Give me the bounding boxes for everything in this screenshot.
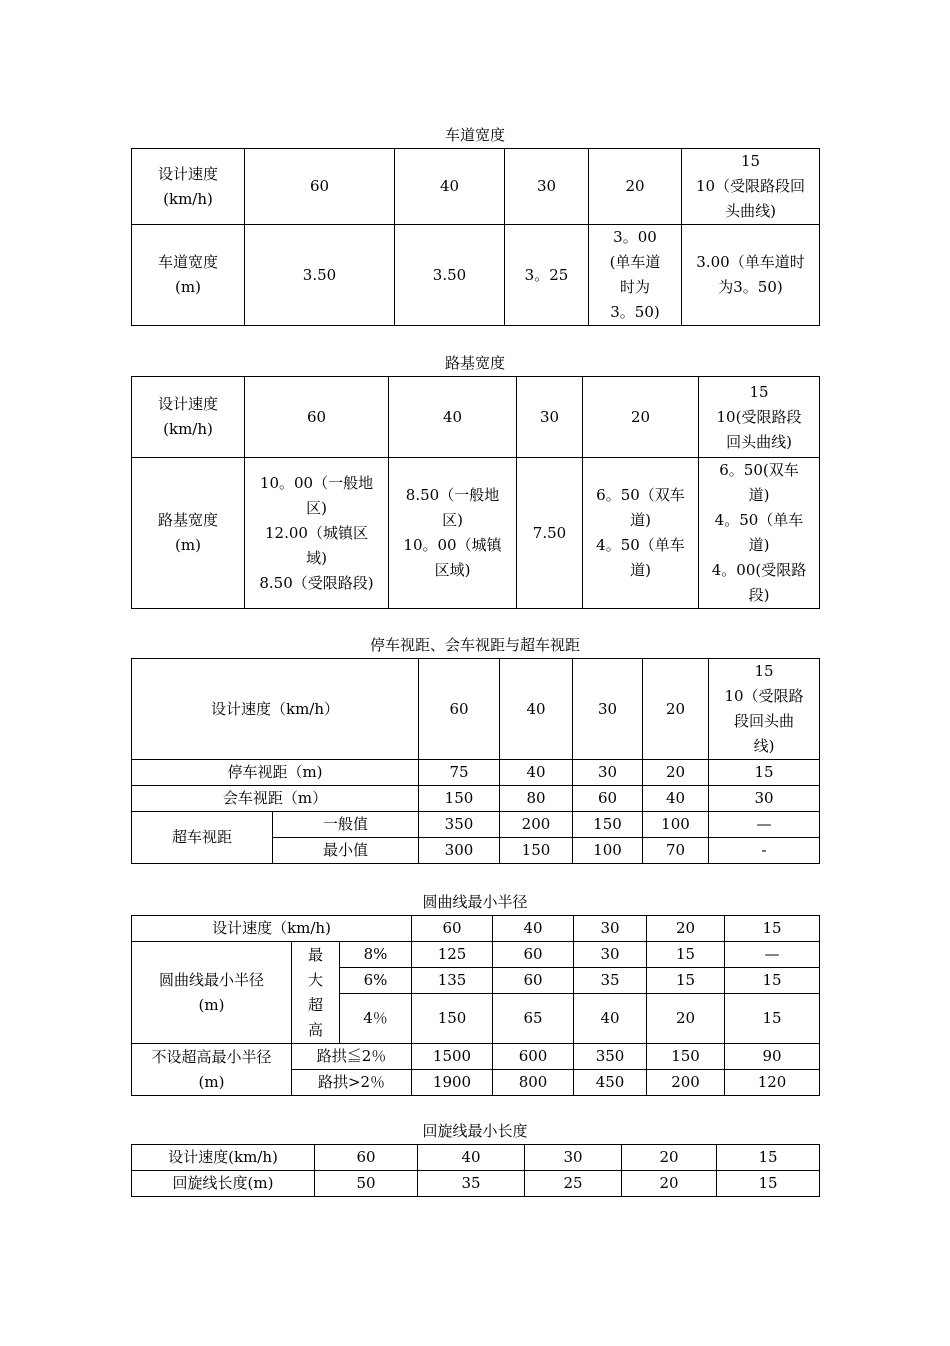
value-cell: 75 <box>419 760 500 786</box>
table-row <box>132 1145 820 1171</box>
speed-label-cell: 设计速度(km/h) <box>132 1145 315 1171</box>
speed-cell: 15 <box>717 1145 820 1171</box>
speed-cell: 20 <box>643 659 709 760</box>
value-cell: 40 <box>574 994 647 1044</box>
speed-cell: 20 <box>622 1145 717 1171</box>
spiral-length-caption: 回旋线最小长度 <box>422 1122 528 1140</box>
value-cell: 450 <box>574 1070 647 1096</box>
speed-cell: 60 <box>419 659 500 760</box>
speed-cell: 60 <box>315 1145 418 1171</box>
value-cell: 6。50(双车 道) 4。50（单车 道) 4。00(受限路 段) <box>699 458 820 609</box>
speed-cell: 40 <box>389 377 517 458</box>
table-row <box>132 812 820 838</box>
value-cell: 50 <box>315 1171 418 1197</box>
spiral-length-label: 回旋线长度(m) <box>132 1171 315 1197</box>
table-row <box>132 786 820 812</box>
value-cell: 3.50 <box>395 225 505 326</box>
value-cell: 3.50 <box>245 225 395 326</box>
value-cell: 800 <box>493 1070 574 1096</box>
value-cell: 7.50 <box>517 458 583 609</box>
table-row <box>132 659 820 760</box>
superelevation-pct: 4％ <box>340 994 412 1044</box>
curve-radius-caption: 圆曲线最小半径 <box>422 893 528 911</box>
roadbed-width-caption: 路基宽度 <box>444 354 505 372</box>
value-cell: 20 <box>643 760 709 786</box>
value-cell: 90 <box>725 1044 820 1070</box>
value-cell: 150 <box>647 1044 725 1070</box>
speed-cell: 40 <box>418 1145 525 1171</box>
value-cell: 35 <box>574 968 647 994</box>
value-cell: 15 <box>647 942 725 968</box>
value-cell: 150 <box>419 786 500 812</box>
value-cell: 60 <box>493 968 574 994</box>
speed-cell: 15 10（受限路段回 头曲线) <box>682 149 820 225</box>
speed-cell: 30 <box>573 659 643 760</box>
value-cell: 100 <box>643 812 709 838</box>
speed-label-cell: 设计速度（km/h) <box>132 916 412 942</box>
value-cell: 200 <box>500 812 573 838</box>
value-cell: 350 <box>574 1044 647 1070</box>
speed-cell: 30 <box>574 916 647 942</box>
value-cell: 150 <box>500 838 573 864</box>
value-cell: 120 <box>725 1070 820 1096</box>
max-superelevation-label: 最 大 超 高 <box>292 942 340 1044</box>
lane-width-label-cell: 车道宽度 (m) <box>132 225 245 326</box>
value-cell: 20 <box>622 1171 717 1197</box>
roadbed-width-table <box>131 376 820 609</box>
speed-label-cell: 设计速度 (km/h) <box>132 377 245 458</box>
value-cell: 65 <box>493 994 574 1044</box>
speed-cell: 30 <box>517 377 583 458</box>
table-row <box>132 760 820 786</box>
value-cell: 25 <box>525 1171 622 1197</box>
value-cell: 15 <box>725 968 820 994</box>
value-cell: 60 <box>573 786 643 812</box>
table-row <box>132 1171 820 1197</box>
table-row <box>132 1044 820 1070</box>
table-row <box>132 458 820 609</box>
value-cell: — <box>725 942 820 968</box>
value-cell: — <box>709 812 820 838</box>
min-radius-label: 圆曲线最小半径 (m) <box>132 942 292 1044</box>
value-cell: 35 <box>418 1171 525 1197</box>
value-cell: 80 <box>500 786 573 812</box>
speed-cell: 40 <box>493 916 574 942</box>
speed-cell: 15 10（受限路 段回头曲 线) <box>709 659 820 760</box>
value-cell: 300 <box>419 838 500 864</box>
lane-width-caption: 车道宽度 <box>444 126 505 144</box>
value-cell: 100 <box>573 838 643 864</box>
value-cell: 30 <box>573 760 643 786</box>
curve-radius-table <box>131 915 820 1096</box>
spiral-length-table <box>131 1144 820 1197</box>
value-cell: 30 <box>574 942 647 968</box>
superelevation-pct: 6% <box>340 968 412 994</box>
value-cell: 15 <box>717 1171 820 1197</box>
minimum-value-label: 最小值 <box>273 838 419 864</box>
speed-cell: 30 <box>525 1145 622 1171</box>
meeting-sight-label: 会车视距（m） <box>132 786 419 812</box>
stopping-sight-label: 停车视距（m) <box>132 760 419 786</box>
value-cell: 6。50（双车 道) 4。50（单车 道) <box>583 458 699 609</box>
value-cell: 150 <box>573 812 643 838</box>
value-cell: 15 <box>709 760 820 786</box>
speed-cell: 60 <box>412 916 493 942</box>
value-cell: - <box>709 838 820 864</box>
value-cell: 1500 <box>412 1044 493 1070</box>
value-cell: 150 <box>412 994 493 1044</box>
value-cell: 8.50（一般地 区) 10。00（城镇 区域) <box>389 458 517 609</box>
speed-cell: 15 10(受限路段 回头曲线) <box>699 377 820 458</box>
speed-cell: 20 <box>583 377 699 458</box>
table-row <box>132 916 820 942</box>
value-cell: 30 <box>709 786 820 812</box>
sight-distance-table <box>131 658 820 864</box>
value-cell: 125 <box>412 942 493 968</box>
speed-cell: 20 <box>647 916 725 942</box>
general-value-label: 一般值 <box>273 812 419 838</box>
value-cell: 1900 <box>412 1070 493 1096</box>
table-row <box>132 149 820 225</box>
crown-condition: 路拱>2％ <box>292 1070 412 1096</box>
value-cell: 350 <box>419 812 500 838</box>
speed-cell: 40 <box>500 659 573 760</box>
sight-distance-caption: 停车视距、会车视距与超车视距 <box>369 636 580 654</box>
value-cell: 3。25 <box>505 225 589 326</box>
value-cell: 600 <box>493 1044 574 1070</box>
speed-cell: 15 <box>725 916 820 942</box>
table-row <box>132 377 820 458</box>
speed-cell: 60 <box>245 377 389 458</box>
crown-condition: 路拱≦2％ <box>292 1044 412 1070</box>
roadbed-width-label-cell: 路基宽度 (m) <box>132 458 245 609</box>
table-row <box>132 942 820 968</box>
passing-sight-label: 超车视距 <box>132 812 273 864</box>
value-cell: 40 <box>643 786 709 812</box>
speed-cell: 60 <box>245 149 395 225</box>
speed-label-cell: 设计速度（km/h） <box>132 659 419 760</box>
table-row <box>132 225 820 326</box>
value-cell: 70 <box>643 838 709 864</box>
value-cell: 40 <box>500 760 573 786</box>
superelevation-pct: 8% <box>340 942 412 968</box>
value-cell: 10。00（一般地 区) 12.00（城镇区 域) 8.50（受限路段) <box>245 458 389 609</box>
speed-cell: 40 <box>395 149 505 225</box>
value-cell: 135 <box>412 968 493 994</box>
value-cell: 15 <box>725 994 820 1044</box>
speed-cell: 20 <box>589 149 682 225</box>
value-cell: 20 <box>647 994 725 1044</box>
no-superelevation-label: 不设超高最小半径 (m) <box>132 1044 292 1096</box>
speed-label-cell: 设计速度 (km/h) <box>132 149 245 225</box>
value-cell: 200 <box>647 1070 725 1096</box>
value-cell: 3。00 (单车道 时为 3。50) <box>589 225 682 326</box>
value-cell: 3.00（单车道时 为3。50) <box>682 225 820 326</box>
lane-width-table <box>131 148 820 326</box>
speed-cell: 30 <box>505 149 589 225</box>
value-cell: 15 <box>647 968 725 994</box>
value-cell: 60 <box>493 942 574 968</box>
